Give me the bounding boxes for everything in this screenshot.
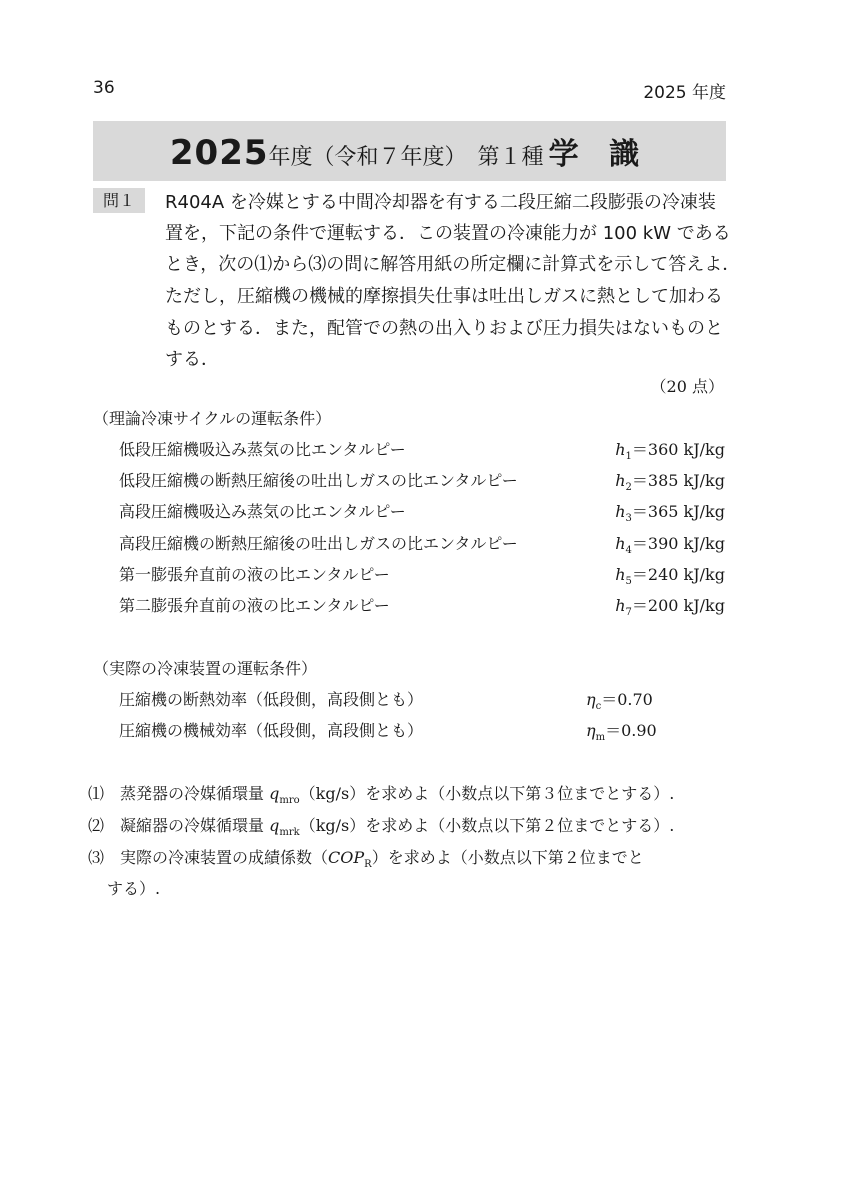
theory-label-5: 第一膨張弁直前の液の比エンタルピー — [119, 565, 390, 584]
question-badge: 問１ — [93, 188, 145, 213]
actual-value-1: $\eta_c=0.70$ — [586, 690, 653, 713]
question-line-1: R404A を冷媒とする中間冷却器を有する二段圧縮二段膨張の冷凍装 — [165, 192, 716, 213]
points: （20 点） — [650, 377, 724, 396]
question-line-2: 置を，下記の条件で運転する．この装置の冷凍能力が 100 kW である — [165, 223, 731, 244]
theory-value-6: $h_7=200$ kJ/kg — [615, 596, 725, 619]
page-number: 36 — [93, 78, 115, 98]
question-line-3: とき，次の⑴から⑶の問に解答用紙の所定欄に計算式を示して答えよ． — [165, 254, 741, 275]
theory-heading: （理論冷凍サイクルの運転条件） — [93, 409, 332, 428]
theory-value-2: $h_2=385$ kJ/kg — [615, 471, 725, 494]
title-subtitle: 年度（令和７年度） 第１種 — [268, 145, 544, 170]
question-line-5: ものとする．また，配管での熱の出入りおよび圧力損失はないものと — [165, 318, 723, 339]
actual-label-1: 圧縮機の断熱効率（低段側，高段側とも） — [119, 690, 424, 709]
theory-label-2: 低段圧縮機の断熱圧縮後の吐出しガスの比エンタルピー — [119, 471, 518, 490]
theory-label-4: 高段圧縮機の断熱圧縮後の吐出しガスの比エンタルピー — [119, 534, 518, 553]
theory-label-1: 低段圧縮機吸込み蒸気の比エンタルピー — [119, 440, 406, 459]
sub-question-3: ⑶ 実際の冷凍装置の成績係数$(COP_R)$を求めよ（小数点以下第２位までと — [88, 848, 644, 871]
title-bar — [93, 121, 726, 181]
theory-value-3: $h_3=365$ kJ/kg — [615, 502, 725, 525]
title-subject: 学 識 — [548, 137, 650, 172]
sub-question-2: ⑵ 凝縮器の冷媒循環量 $q_{mrk}(kg/s)$を求めよ（小数点以下第２位までとする）. — [88, 816, 675, 839]
title-year: 2025 — [169, 133, 269, 173]
actual-value-2: $\eta_m=0.90$ — [586, 721, 657, 744]
sub-question-1: ⑴ 蒸発器の冷媒循環量 $q_{mro}(kg/s)$を求めよ（小数点以下第３位までとする）. — [88, 784, 675, 807]
theory-value-4: $h_4=390$ kJ/kg — [615, 534, 725, 557]
sub-question-3-continuation: する）. — [107, 879, 161, 898]
theory-value-5: $h_5=240$ kJ/kg — [615, 565, 725, 588]
actual-label-2: 圧縮機の機械効率（低段側，高段側とも） — [119, 721, 424, 740]
running-title: 2025 年度 — [643, 83, 726, 103]
question-line-6: する． — [165, 349, 219, 370]
theory-label-6: 第二膨張弁直前の液の比エンタルピー — [119, 596, 390, 615]
exam-title — [93, 129, 726, 173]
question-line-4: ただし，圧縮機の機械的摩擦損失仕事は吐出しガスに熱として加わる — [165, 286, 723, 307]
theory-value-1: $h_1=360$ kJ/kg — [615, 440, 725, 463]
theory-label-3: 高段圧縮機吸込み蒸気の比エンタルピー — [119, 502, 406, 521]
actual-heading: （実際の冷凍装置の運転条件） — [93, 659, 318, 678]
